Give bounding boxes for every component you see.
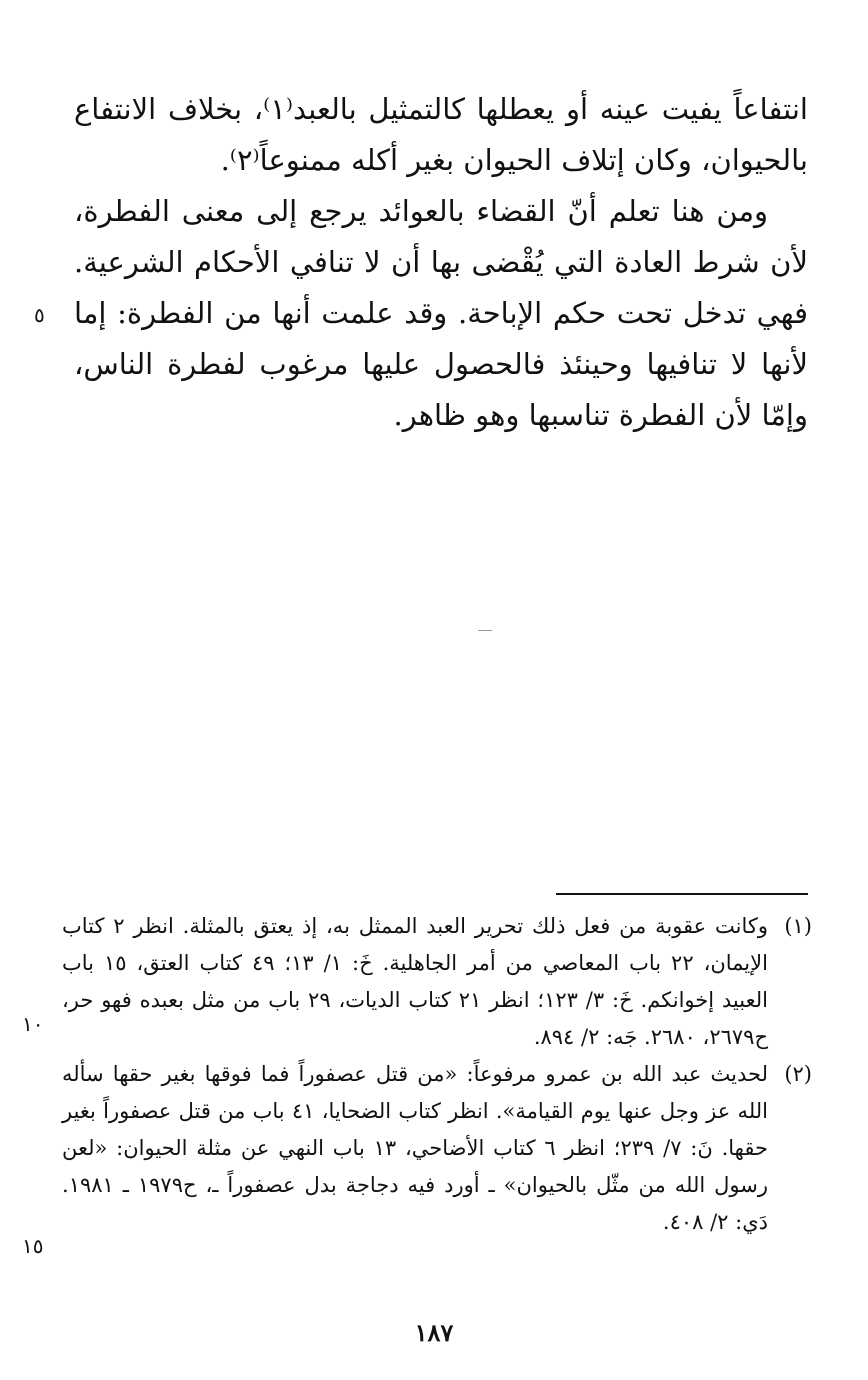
line-number-5: ٥ bbox=[34, 303, 45, 327]
footnote-2-text: لحديث عبد الله بن عمرو مرفوعاً: «من قتل عصفوراً فما فوقها بغير حقها سأله الله عز وجل عنها يوم القيامة». انظر كتاب الضحايا، ٤١ باب من قتل عصفوراً بغير حقها. نَ: ٧/ ٢٣٩؛ انظر ٦ كتاب الأضاحي، ١٣ باب النهي عن مثلة الحيوان: «لعن رسول الله من مثّل بالحيوان» ـ أورد فيه دجاجة بدل عصفوراً ـ، ح١٩٧٩ ـ ١٩٨١. دَي: ٢/ ٤٠٨. bbox=[62, 1062, 768, 1234]
line-number-15: ١٥ bbox=[22, 1234, 44, 1258]
footnotes bbox=[62, 908, 812, 1241]
footnote-separator bbox=[556, 893, 808, 895]
footnote-2 bbox=[62, 1056, 812, 1241]
separator-dash bbox=[478, 630, 492, 631]
footnote-1-text: وكانت عقوبة من فعل ذلك تحرير العبد الممثل به، إذ يعتق بالمثلة. انظر ٢ كتاب الإيمان، ٢٢ باب المعاصي من أمر الجاهلية. خَ: ١/ ١٣؛ ٤٩ كتاب العتق، ١٥ باب العبيد إخوانكم. خَ: ٣/ ١٢٣؛ انظر ٢١ كتاب الديات، ٢٩ باب من مثل بعبده فهو حر، ح٢٦٧٩، ٢٦٨٠. جَه: ٢/ ٨٩٤. bbox=[62, 914, 768, 1049]
footnote-1-marker: (١) bbox=[784, 914, 812, 938]
footnote-2-marker: (٢) bbox=[784, 1062, 812, 1086]
main-text bbox=[74, 84, 808, 441]
footnote-1 bbox=[62, 908, 812, 1056]
body-paragraph-2: ومن هنا تعلم أنّ القضاء بالعوائد يرجع إلى معنى الفطرة، لأن شرط العادة التي يُقْضى بها أن لا تنافي الأحكام الشرعية. فهي تدخل تحت حكم الإباحة. وقد علمت أنها من الفطرة: إما لأنها لا تنافيها وحينئذ فالحصول عليها مرغوب لفطرة الناس، وإمّا لأن الفطرة تناسبها وهو ظاهر. bbox=[74, 194, 808, 432]
line-number-10: ١٠ bbox=[22, 1012, 44, 1036]
page-number: ١٨٧ bbox=[414, 1318, 454, 1347]
body-paragraph-1: انتفاعاً يفيت عينه أو يعطلها كالتمثيل بالعبد⁽١⁾، بخلاف الانتفاع بالحيوان، وكان إتلاف الحيوان بغير أكله ممنوعاً⁽٢⁾. bbox=[74, 92, 808, 177]
